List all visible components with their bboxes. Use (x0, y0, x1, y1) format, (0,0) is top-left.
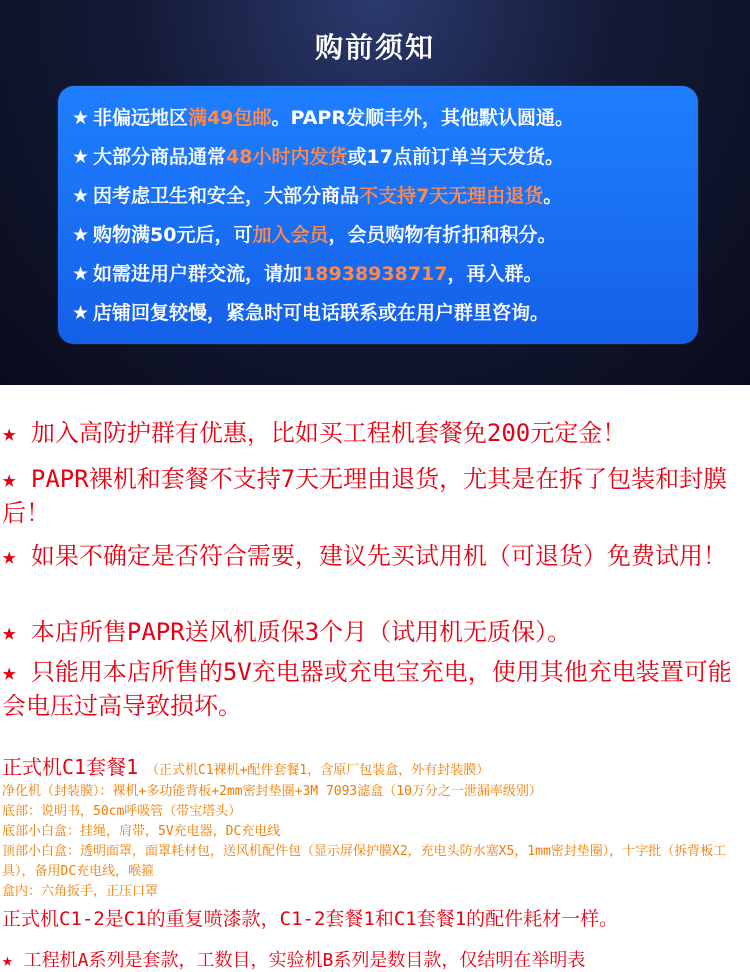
notice-item: ★ PAPR裸机和套餐不支持7天无理由退货，尤其是在拆了包装和封膜后！ (2, 465, 728, 527)
star-icon: ★ (72, 146, 90, 168)
banner-title: 购前须知 (314, 31, 435, 64)
star-icon: ★ (72, 263, 90, 285)
spec-footer: 正式机C1-2是C1的重复喷漆款，C1-2套餐1和C1套餐1的配件耗材一样。 (2, 908, 619, 930)
spec-line: 盒内：六角扳手，正压口罩 (2, 884, 159, 899)
phone-number: 18938938717 (302, 263, 448, 285)
spec-title-note: （正式机C1裸机+配件套餐1，含原厂包装盒，外有封装膜） (145, 763, 490, 778)
notice-line: ★ 如需进用户群交流，请加18938938717，再入群。 (72, 263, 543, 285)
notice-line: ★ 店铺回复较慢，紧急时可电话联系或在用户群里咨询。 (72, 302, 550, 324)
star-icon: ★ (72, 302, 90, 324)
star-icon: ★ (72, 185, 90, 207)
highlight-text: 满49包邮 (188, 107, 272, 129)
notice-box (58, 86, 698, 344)
notice-line: ★ 大部分商品通常48小时内发货或17点前订单当天发货。 (72, 146, 564, 168)
spec-line: 净化机（封装膜）：裸机+多功能背板+2mm密封垫圈+3M 7093滤盒（10万分之一泄漏率级别） (2, 784, 542, 799)
spec-line: 底部小白盒：挂绳，肩带，5V充电器，DC充电线 (2, 824, 281, 839)
notice-item: ★ 只能用本店所售的5V充电器或充电宝充电，使用其他充电装置可能会电压过高导致损坏。 (2, 658, 732, 720)
spec-line: 顶部小白盒：透明面罩，面罩耗材包，送风机配件包（显示屏保护膜X2，充电头防水塞X5，1mm密封垫圈），十字批（拆背板工具），备用DC充电线，喉箍 (2, 844, 727, 879)
highlight-text: 加入会员 (252, 224, 329, 246)
notice-line: ★ 因考虑卫生和安全，大部分商品不支持7天无理由退货。 (72, 185, 563, 207)
spec-line: 底部：说明书，50cm呼吸管（带宝塔头） (2, 804, 242, 819)
spec-title: 正式机C1套餐1 (2, 755, 139, 779)
notice-banner (0, 0, 750, 385)
notice-item: ★ 加入高防护群有优惠，比如买工程机套餐免200元定金！ (2, 419, 627, 447)
notice-item: ★ 本店所售PAPR送风机质保3个月（试用机无质保）。 (2, 618, 572, 646)
highlight-text: 48小时内发货 (226, 146, 348, 168)
notice-line: ★ 购物满50元后，可加入会员，会员购物有折扣和积分。 (72, 224, 557, 246)
spec-header (2, 757, 748, 781)
star-icon: ★ (72, 107, 90, 129)
notice-line: ★ 非偏远地区满49包邮。PAPR发顺丰外，其他默认圆通。 (72, 107, 574, 129)
highlight-text: 不支持7天无理由退货 (359, 185, 544, 207)
cutoff-line: ★ 工程机A系列是套款，工数目，实验机B系列是数目款，仅结明在举明表 (2, 950, 586, 971)
star-icon: ★ (72, 224, 90, 246)
notice-item: ★ 如果不确定是否符合需要，建议先买试用机（可退货）免费试用！ (2, 542, 727, 570)
